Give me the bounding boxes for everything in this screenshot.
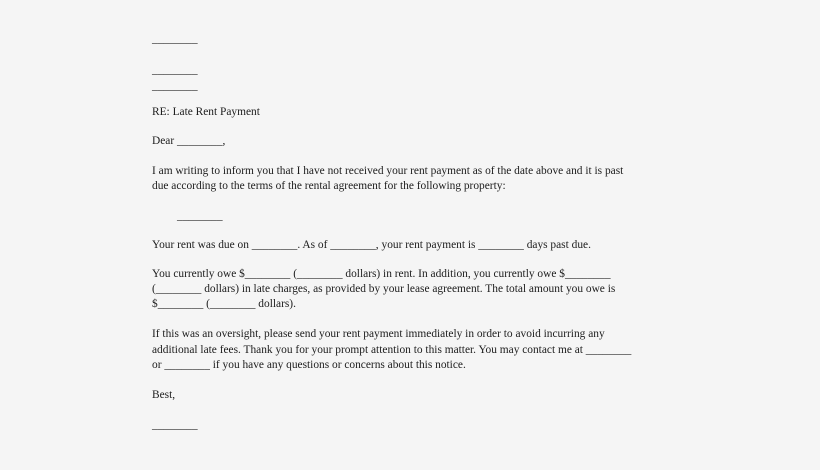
paragraph-3-line-1: You currently owe $________ (________ dollars) in rent. In addition, you currently owe $________ — [152, 268, 611, 280]
sender-city-blank: ________ — [152, 80, 198, 92]
sender-name-blank: ________ — [152, 33, 198, 45]
paragraph-3-line-2: (________ dollars) in late charges, as provided by your lease agreement. The total amount you owe is — [152, 283, 616, 295]
paragraph-4-line-1: If this was an oversight, please send your rent payment immediately in order to avoid incurring any — [152, 328, 605, 340]
paragraph-4-line-2: additional late fees. Thank you for your prompt attention to this matter. You may contact me at ________ — [152, 344, 632, 356]
sender-address-blank: ________ — [152, 64, 198, 76]
paragraph-1-line-1: I am writing to inform you that I have not received your rent payment as of the date above and it is past — [152, 165, 624, 177]
subject-line: RE: Late Rent Payment — [152, 106, 260, 118]
property-address-blank: ________ — [177, 210, 223, 222]
greeting: Dear ________, — [152, 135, 226, 147]
paragraph-3-line-3: $________ (________ dollars). — [152, 298, 296, 310]
paragraph-1-line-2: due according to the terms of the rental agreement for the following property: — [152, 180, 506, 192]
closing: Best, — [152, 389, 176, 401]
paragraph-4-line-3: or ________ if you have any questions or concerns about this notice. — [152, 359, 466, 371]
signature-blank: ________ — [152, 419, 198, 431]
paragraph-2: Your rent was due on ________. As of ________, your rent payment is ________ days past due. — [152, 239, 591, 251]
